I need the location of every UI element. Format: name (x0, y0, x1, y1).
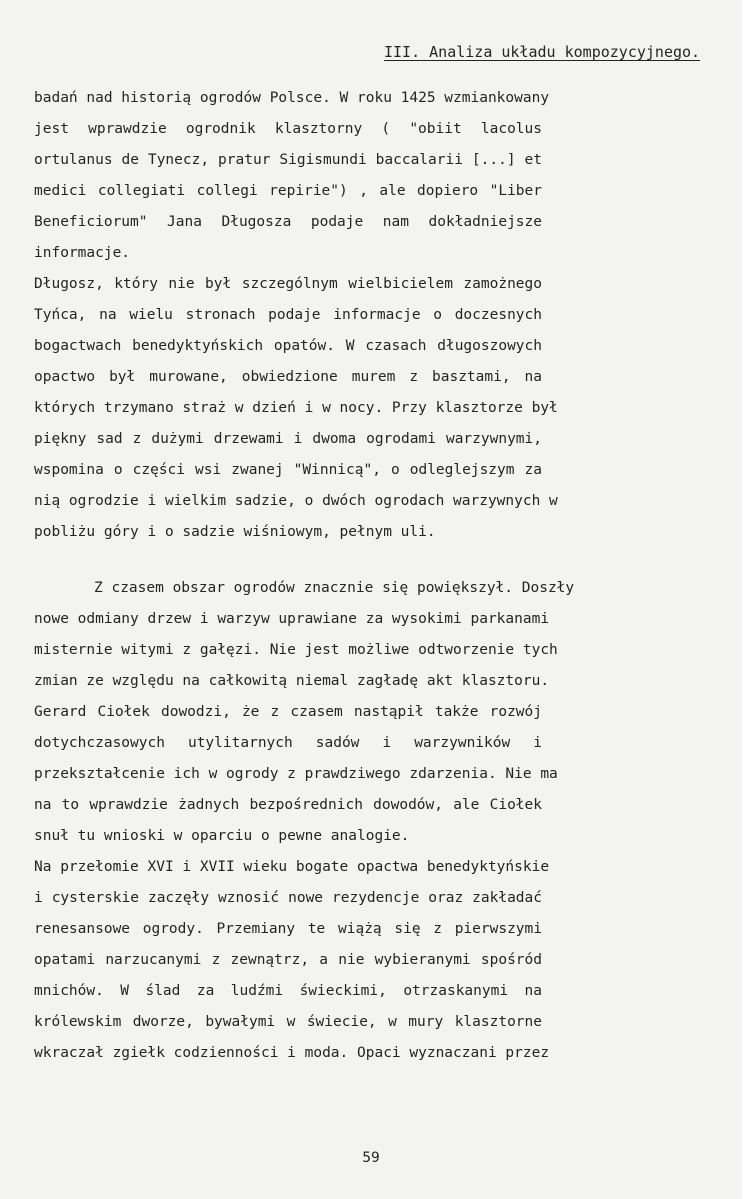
body-line: wspomina o części wsi zwanej "Winnicą", o odleglejszym za (34, 462, 542, 478)
page-number: 59 (362, 1150, 380, 1166)
body-line: piękny sad z dużymi drzewami i dwoma ogrodami warzywnymi, (34, 431, 542, 447)
body-line: wkraczał zgiełk codzienności i moda. Opaci wyznaczani przez (34, 1045, 550, 1061)
body-line: mnichów. W ślad za ludźmi świeckimi, otrzaskanymi na (34, 983, 542, 999)
body-line: nią ogrodzie i wielkim sadzie, o dwóch ogrodach warzywnych w (34, 493, 558, 509)
body-line: opactwo był murowane, obwiedzione murem z basztami, na (34, 369, 542, 385)
body-line: Z czasem obszar ogrodów znacznie się powiększył. Doszły (94, 580, 575, 596)
body-line: Beneficiorum" Jana Długosza podaje nam dokładniejsze (34, 214, 542, 230)
body-line: nowe odmiany drzew i warzyw uprawiane za wysokimi parkanami (34, 611, 550, 627)
body-line: opatami narzucanymi z zewnątrz, a nie wybieranymi spośród (34, 952, 542, 968)
body-line: Na przełomie XVI i XVII wieku bogate opactwa benedyktyńskie (34, 859, 550, 875)
body-line: na to wprawdzie żadnych bezpośrednich dowodów, ale Ciołek (34, 797, 542, 813)
body-line: pobliżu góry i o sadzie wiśniowym, pełnym uli. (34, 524, 436, 540)
body-line: bogactwach benedyktyńskich opatów. W czasach długoszowych (34, 338, 542, 354)
body-line: zmian ze względu na całkowitą niemal zagładę akt klasztoru. (34, 673, 550, 689)
body-line: przekształcenie ich w ogrody z prawdziwego zdarzenia. Nie ma (34, 766, 558, 782)
body-line: Gerard Ciołek dowodzi, że z czasem nastąpił także rozwój (34, 704, 542, 720)
body-line: Tyńca, na wielu stronach podaje informacje o doczesnych (34, 307, 542, 323)
running-header: III. Analiza układu kompozycyjnego. (384, 43, 701, 61)
body-line: misternie witymi z gałęzi. Nie jest możliwe odtworzenie tych (34, 642, 558, 658)
body-line: informacje. (34, 245, 131, 261)
body-line: których trzymano straż w dzień i w nocy. Przy klasztorze był (34, 400, 558, 416)
body-line: i cysterskie zaczęły wznosić nowe rezydencje oraz zakładać (34, 890, 542, 906)
body-line: królewskim dworze, bywałymi w świecie, w mury klasztorne (34, 1014, 542, 1030)
body-line: jest wprawdzie ogrodnik klasztorny ( "obiit lacolus (34, 121, 542, 137)
body-line: Długosz, który nie był szczególnym wielbicielem zamożnego (34, 276, 542, 292)
page-edge (742, 0, 756, 1199)
body-line: dotychczasowych utylitarnych sadów i warzywników i (34, 735, 542, 751)
body-line: medici collegiati collegi repirie") , ale dopiero "Liber (34, 183, 542, 199)
body-line: snuł tu wnioski w oparciu o pewne analogie. (34, 828, 410, 844)
body-line: ortulanus de Tynecz, pratur Sigismundi baccalarii [...] et (34, 152, 542, 168)
body-line: badań nad historią ogrodów Polsce. W roku 1425 wzmiankowany (34, 90, 550, 106)
body-line: renesansowe ogrody. Przemiany te wiążą się z pierwszymi (34, 921, 542, 937)
